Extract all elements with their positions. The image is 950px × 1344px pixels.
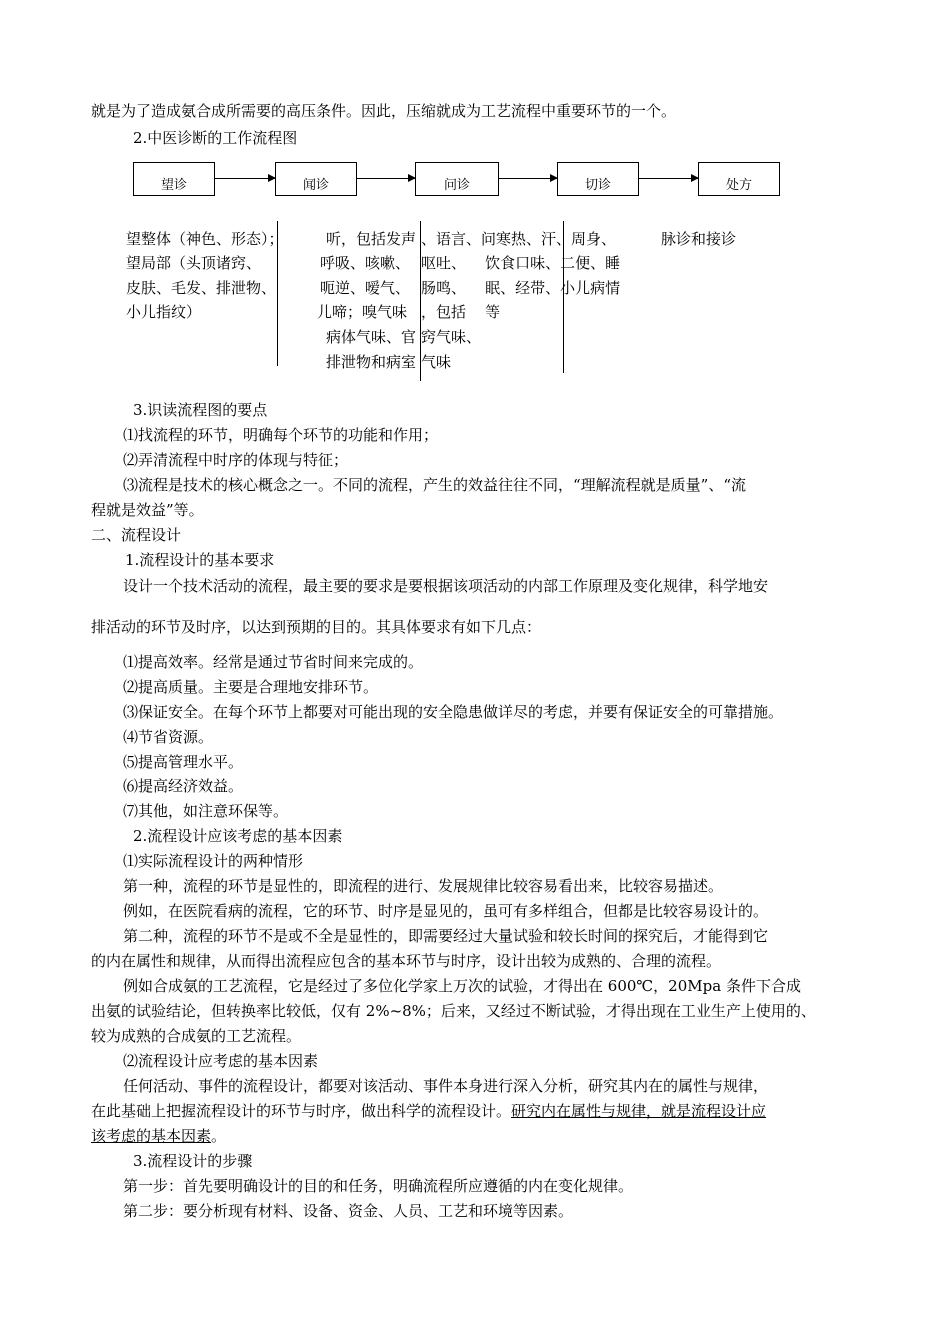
flow-arrow-1 — [215, 178, 275, 179]
requirement-item-3: ⑶保证安全。在每个环节上都要对可能出现的安全隐患做详尽的考虑，并要有保证安全的可靠措施。 — [123, 703, 784, 721]
desc-col2-line6: 排泄物和病室 — [326, 353, 417, 371]
desc-col3-line6: 气味 — [421, 353, 452, 371]
desc-col4-line1: 脉诊和接诊 — [661, 230, 737, 248]
section-heading-requirements: 1.流程设计的基本要求 — [125, 551, 275, 569]
factors-line-2: 例如，在医院看病的流程，它的环节、时序是显见的，虽可有多样组合，但都是比较容易设计的。 — [123, 902, 769, 920]
factors-para-line3-underlined: 该考虑的基本因素 — [91, 1127, 212, 1145]
section-heading-reading-points: 3.识读流程图的要点 — [133, 401, 268, 419]
factors-subheading-1: ⑴实际流程设计的两种情形 — [123, 852, 304, 870]
desc-col3-line2: 呕吐、 饮食口味、二便、睡 — [421, 254, 621, 272]
reading-point-3: ⑶流程是技术的核心概念之一。不同的流程，产生的效益往往不同，“理解流程就是质量”、“流 — [123, 476, 747, 494]
reading-point-2: ⑵弄清流程中时序的体现与特征； — [123, 451, 349, 469]
step-item-1: 第一步：首先要明确设计的目的和任务，明确流程所应遵循的内在变化规律。 — [123, 1177, 634, 1195]
flow-box-2: 闻诊 — [275, 162, 357, 196]
factors-subheading-2: ⑵流程设计应考虑的基本因素 — [123, 1052, 319, 1070]
requirement-item-7: ⑺其他，如注意环保等。 — [123, 802, 289, 820]
requirement-item-6: ⑹提高经济效益。 — [123, 777, 244, 795]
factors-line-1: 第一种，流程的环节是显性的，即流程的进行、发展规律比较容易看出来，比较容易描述。 — [123, 877, 724, 895]
factors-line-6: 出氨的试验结论，但转换率比较低，仅有 2%~8%；后来，又经过不断试验，才得出现在工业生产上使用的、 — [91, 1002, 816, 1020]
desc-col3-line1: 、语言、问寒热、汗、周身、 — [421, 230, 617, 248]
requirement-item-2: ⑵提高质量。主要是合理地安排环节。 — [123, 678, 379, 696]
factors-line-7: 较为成熟的合成氨的工艺流程。 — [91, 1027, 302, 1045]
desc-col2-line3: 呃逆、嗳气、 — [320, 279, 411, 297]
factors-para-line2 — [91, 1101, 766, 1121]
desc-col1-line4: 小儿指纹） — [126, 303, 202, 321]
requirement-item-1: ⑴提高效率。经常是通过节省时间来完成的。 — [123, 653, 424, 671]
desc-col1-line1: 望整体（神色、形态）； — [126, 230, 284, 248]
desc-col2-line5: 病体气味、官 — [326, 328, 417, 346]
desc-col1-line3: 皮肤、毛发、排泄物、 — [126, 279, 277, 297]
factors-para-line2-underlined: 研究内在属性与规律，就是流程设计应 — [511, 1102, 767, 1120]
requirement-item-4: ⑷节省资源。 — [123, 728, 214, 746]
factors-para-line1: 任何活动、事件的流程设计，都要对该活动、事件本身进行深入分析，研究其内在的属性与规律， — [123, 1077, 769, 1095]
factors-para-line3 — [91, 1126, 226, 1146]
requirements-para-line2: 排活动的环节及时序，以达到预期的目的。其具体要求有如下几点： — [91, 618, 542, 636]
intro-line: 就是为了造成氨合成所需要的高压条件。因此，压缩就成为工艺流程中重要环节的一个。 — [91, 102, 677, 120]
part-heading-process-design: 二、流程设计 — [91, 526, 182, 544]
desc-col3-line5: 窍气味、 — [421, 328, 482, 346]
requirement-item-5: ⑸提高管理水平。 — [123, 753, 244, 771]
desc-col3-line3: 肠鸣、 眠、经带、小儿病情 — [421, 279, 621, 297]
flow-arrow-3 — [499, 178, 557, 179]
section-heading-factors: 2.流程设计应该考虑的基本因素 — [133, 827, 343, 845]
step-item-2: 第二步：要分析现有材料、设备、资金、人员、工艺和环境等因素。 — [123, 1202, 574, 1220]
flow-box-1: 望诊 — [133, 162, 215, 196]
factors-line-4: 的内在属性和规律，从而得出流程应包含的基本环节与时序，设计出较为成熟的、合理的流程。 — [91, 952, 722, 970]
desc-col3-line4: ，包括 等 — [421, 303, 501, 321]
desc-col2-line1: 听，包括发声 — [326, 230, 417, 248]
section-heading-flowchart: 2.中医诊断的工作流程图 — [133, 129, 298, 147]
factors-para-line2-plain: 在此基础上把握流程设计的环节与时序，做出科学的流程设计。 — [91, 1102, 512, 1120]
desc-col2-line4: 儿啼；嗅气味 — [317, 303, 408, 321]
section-heading-steps: 3.流程设计的步骤 — [133, 1152, 253, 1170]
factors-para-line3-end: 。 — [211, 1127, 227, 1145]
requirements-para-line1: 设计一个技术活动的流程，最主要的要求是要根据该项活动的内部工作原理及变化规律，科学地安 — [123, 577, 769, 595]
flow-box-3: 问诊 — [415, 162, 499, 196]
factors-line-3: 第二种，流程的环节不是或不全是显性的，即需要经过大量试验和较长时间的探究后，才能得到它 — [123, 927, 769, 945]
flow-arrow-2 — [357, 178, 415, 179]
reading-point-3-cont: 程就是效益”等。 — [91, 501, 204, 519]
desc-col1-line2: 望局部（头顶诸窍、 — [126, 254, 262, 272]
reading-point-1: ⑴找流程的环节，明确每个环节的功能和作用； — [123, 426, 439, 444]
flow-box-4: 切诊 — [557, 162, 639, 196]
flow-box-5: 处方 — [698, 162, 780, 196]
desc-col2-line2: 呼吸、咳嗽、 — [320, 254, 411, 272]
factors-line-5: 例如合成氨的工艺流程，它是经过了多位化学家上万次的试验，才得出在 600℃，20Mpa 条件下合成 — [123, 977, 801, 995]
flow-arrow-4 — [639, 178, 698, 179]
